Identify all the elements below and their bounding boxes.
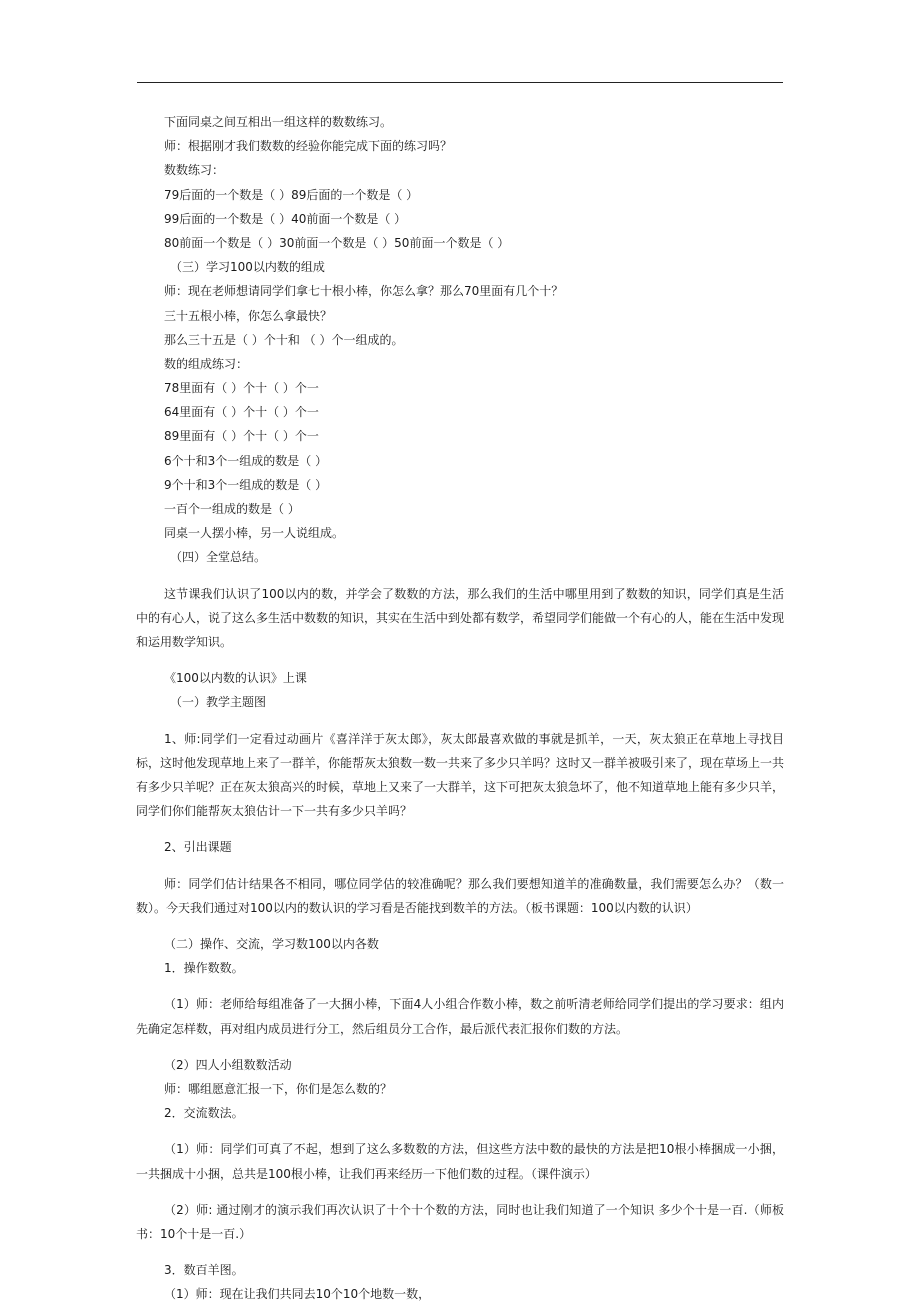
text-line: 同桌一人摆小棒，另一人说组成。 bbox=[164, 526, 345, 541]
exercise-line: 78里面有（ ）个十（ ）个一 bbox=[164, 381, 319, 396]
operation-paragraph: （1）师：老师给每组准备了一大捆小棒，下面4人小组合作数小棒，数之前听清老师给同学们提出的学习要求：组内先确定怎样数，再对组内成员进行分工，然后组员分工合作，最后派代表汇报你们数的方法。 bbox=[136, 997, 784, 1036]
text-line: 那么三十五是（ ）个十和 （ ）个一组成的。 bbox=[164, 332, 404, 347]
item-heading: 2．交流数法。 bbox=[164, 1106, 244, 1121]
summary-paragraph: 这节课我们认识了100以内的数，并学会了数数的方法，那么我们的生活中哪里用到了数数的知识，同学们真是生活中的有心人，说了这么多生活中数数的知识，其实在生活中到处都有数学，希望同学们能做一个有心的人，能在生活中发现和运用数学知识。 bbox=[136, 586, 785, 649]
section-heading: （一）教学主题图 bbox=[170, 695, 267, 710]
section-heading: （三）学习100以内数的组成 bbox=[170, 260, 325, 275]
item-heading: 1．操作数数。 bbox=[164, 961, 244, 976]
text-line: 师：根据刚才我们数数的经验你能完成下面的练习吗？ bbox=[164, 139, 453, 154]
section-heading: （四）全堂总结。 bbox=[170, 550, 267, 565]
exchange-paragraph: （1）师：同学们可真了不起，想到了这么多数数的方法，但这些方法中数的最快的方法是把10根小棒捆成一小捆，一共捆成十小捆，总共是100根小棒，让我们再来经历一下他们数的过程。（课件演示） bbox=[136, 1142, 784, 1181]
exercise-line: 一百个一组成的数是（ ） bbox=[164, 502, 300, 516]
section-heading: （二）操作、交流，学习数100以内各数 bbox=[164, 936, 379, 951]
exercise-line: 79后面的一个数是（ ）89后面的一个数是（ ） bbox=[164, 187, 419, 202]
item-heading: 2、引出课题 bbox=[164, 840, 232, 855]
exercise-line: 9个十和3个一组成的数是（ ） bbox=[164, 477, 328, 492]
exercise-line: 89里面有（ ）个十（ ）个一 bbox=[164, 429, 319, 444]
text-line: 数的组成练习： bbox=[164, 356, 249, 371]
text-line: 师：现在老师想请同学们拿七十根小棒，你怎么拿？那么70里面有几个十？ bbox=[164, 284, 564, 299]
exercise-line: 6个十和3个一组成的数是（ ） bbox=[164, 453, 328, 468]
text-line: （1）师：现在让我们共同去10个10个地数一数， bbox=[164, 1287, 431, 1302]
text-line: 下面同桌之间互相出一组这样的数数练习。 bbox=[164, 115, 393, 129]
text-line: 师：哪组愿意汇报一下，你们是怎么数的？ bbox=[164, 1081, 393, 1096]
demo-paragraph: （2）师: 通过刚才的演示我们再次认识了十个十个数的方法，同时也让我们知道了一个知识 多少个十是一百.（师板书：10个十是一百.） bbox=[136, 1202, 784, 1241]
exercise-line: 80前面一个数是（ ）30前面一个数是（ ）50前面一个数是（ ） bbox=[164, 235, 510, 250]
header-rule bbox=[137, 82, 783, 83]
text-line: 三十五根小棒，你怎么拿最快？ bbox=[164, 308, 333, 323]
text-line: 数数练习： bbox=[164, 163, 225, 178]
document-body bbox=[136, 110, 785, 1306]
lesson-title: 《100以内数的认识》上课 bbox=[164, 671, 307, 686]
estimate-paragraph: 师：同学们估计结果各不相同，哪位同学估的较准确呢？那么我们要想知道羊的准确数量，我们需要怎么办？（数一数）。今天我们通过对100以内的数认识的学习看是否能找到数羊的方法。（板书课题：100以内数的认识） bbox=[136, 876, 784, 915]
exercise-line: 99后面的一个数是（ ）40前面一个数是（ ） bbox=[164, 211, 407, 226]
sub-heading: （2）四人小组数数活动 bbox=[164, 1057, 292, 1072]
story-paragraph: 1、师:同学们一定看过动画片《喜洋洋于灰太郎》，灰太郎最喜欢做的事就是抓羊，一天，灰太狼正在草地上寻找目标，这时他发现草地上来了一群羊，你能帮灰太狼数一数一共来了多少只羊吗？这时又一群羊被吸引来了，现在草场上一共有多少只羊呢？正在灰太狼高兴的时候，草地上又来了一大群羊，这下可把灰太狼急坏了，他不知道草地上能有多少只羊，同学们你们能帮灰太狼估计一下一共有多少只羊吗？ bbox=[136, 731, 785, 819]
item-heading: 3．数百羊图。 bbox=[164, 1263, 244, 1278]
exercise-line: 64里面有（ ）个十（ ）个一 bbox=[164, 405, 319, 420]
